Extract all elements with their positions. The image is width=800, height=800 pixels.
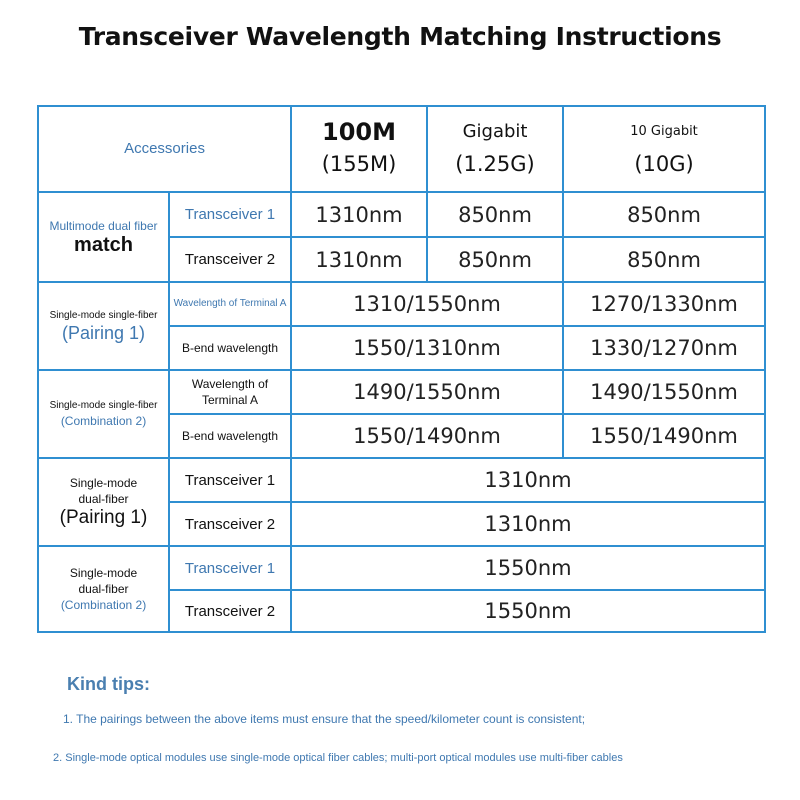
- value-cell: 1310nm: [291, 502, 765, 546]
- value-cell: 1270/1330nm: [563, 282, 765, 326]
- value-cell: 850nm: [563, 237, 765, 282]
- header-gigabit-bottom: (1.25G): [455, 152, 535, 176]
- group-line: (Combination 2): [60, 598, 147, 612]
- value-cell: 1490/1550nm: [291, 370, 563, 414]
- value-cell: 1550/1490nm: [291, 414, 563, 458]
- row-label: B-end wavelength: [169, 414, 291, 458]
- value-cell: 1550nm: [291, 590, 765, 632]
- row-label: Wavelength of Terminal A: [169, 282, 291, 326]
- header-10gigabit-bottom: (10G): [634, 152, 694, 176]
- header-10gigabit: [563, 106, 765, 192]
- value-cell: 850nm: [427, 237, 563, 282]
- group-label-dual-fiber-combination: [38, 546, 169, 632]
- group-line: Single-mode: [69, 476, 138, 490]
- value-cell: 1550/1310nm: [291, 326, 563, 370]
- group-label-single-fiber-combination: [38, 370, 169, 458]
- group-label-single-fiber-pairing: [38, 282, 169, 370]
- row-label: Transceiver 2: [169, 502, 291, 546]
- tips-title: Kind tips:: [67, 674, 150, 694]
- header-row: [38, 106, 765, 192]
- row-label: Transceiver 1: [169, 546, 291, 590]
- row-label: B-end wavelength: [169, 326, 291, 370]
- accessories-label: Accessories: [124, 140, 205, 157]
- group-label-multimode: [38, 192, 169, 282]
- table-row: [38, 458, 765, 502]
- group-line: dual-fiber: [78, 492, 129, 506]
- group-line: Single-mode: [69, 566, 138, 580]
- header-100m: [291, 106, 427, 192]
- page-title: Transceiver Wavelength Matching Instructions: [78, 22, 722, 51]
- value-cell: 850nm: [563, 192, 765, 237]
- table-row: [38, 370, 765, 414]
- group-line: Single-mode single-fiber: [49, 309, 158, 321]
- tip-item: 1. The pairings between the above items must ensure that the speed/kilometer count is consistent;: [63, 712, 586, 726]
- group-line: Single-mode single-fiber: [49, 400, 158, 411]
- value-cell: 1490/1550nm: [563, 370, 765, 414]
- group-line: (Pairing 1): [59, 507, 148, 528]
- wavelength-table: [37, 105, 766, 633]
- group-line: match: [74, 233, 133, 256]
- group-line: (Combination 2): [60, 414, 147, 428]
- row-label: Transceiver 1: [169, 192, 291, 237]
- group-line: (Pairing 1): [61, 322, 146, 343]
- table-row: [38, 192, 765, 237]
- value-cell: 1310nm: [291, 237, 427, 282]
- tip-item: 2. Single-mode optical modules use single-mode optical fiber cables; multi-port optical modules use multi-fiber cables: [53, 752, 623, 764]
- header-100m-bottom: (155M): [321, 152, 397, 176]
- value-cell: 1330/1270nm: [563, 326, 765, 370]
- header-gigabit: [427, 106, 563, 192]
- value-cell: 1310nm: [291, 458, 765, 502]
- accessories-header: [38, 106, 291, 192]
- group-line: Multimode dual fiber: [49, 218, 158, 233]
- header-100m-top: 100M: [322, 118, 396, 146]
- group-line: dual-fiber: [78, 582, 129, 596]
- row-label: Transceiver 1: [169, 458, 291, 502]
- row-label-line: Terminal A: [201, 393, 259, 407]
- value-cell: 1550nm: [291, 546, 765, 590]
- value-cell: 1550/1490nm: [563, 414, 765, 458]
- group-label-dual-fiber-pairing: [38, 458, 169, 546]
- table-row: [38, 282, 765, 326]
- value-cell: 1310/1550nm: [291, 282, 563, 326]
- row-label: [169, 370, 291, 414]
- value-cell: 850nm: [427, 192, 563, 237]
- row-label-line: Wavelength of: [191, 377, 269, 391]
- header-gigabit-top: Gigabit: [462, 121, 528, 142]
- header-10gigabit-top: 10 Gigabit: [630, 124, 698, 139]
- row-label: Transceiver 2: [169, 237, 291, 282]
- row-label: Transceiver 2: [169, 590, 291, 632]
- value-cell: 1310nm: [291, 192, 427, 237]
- table-row: [38, 546, 765, 590]
